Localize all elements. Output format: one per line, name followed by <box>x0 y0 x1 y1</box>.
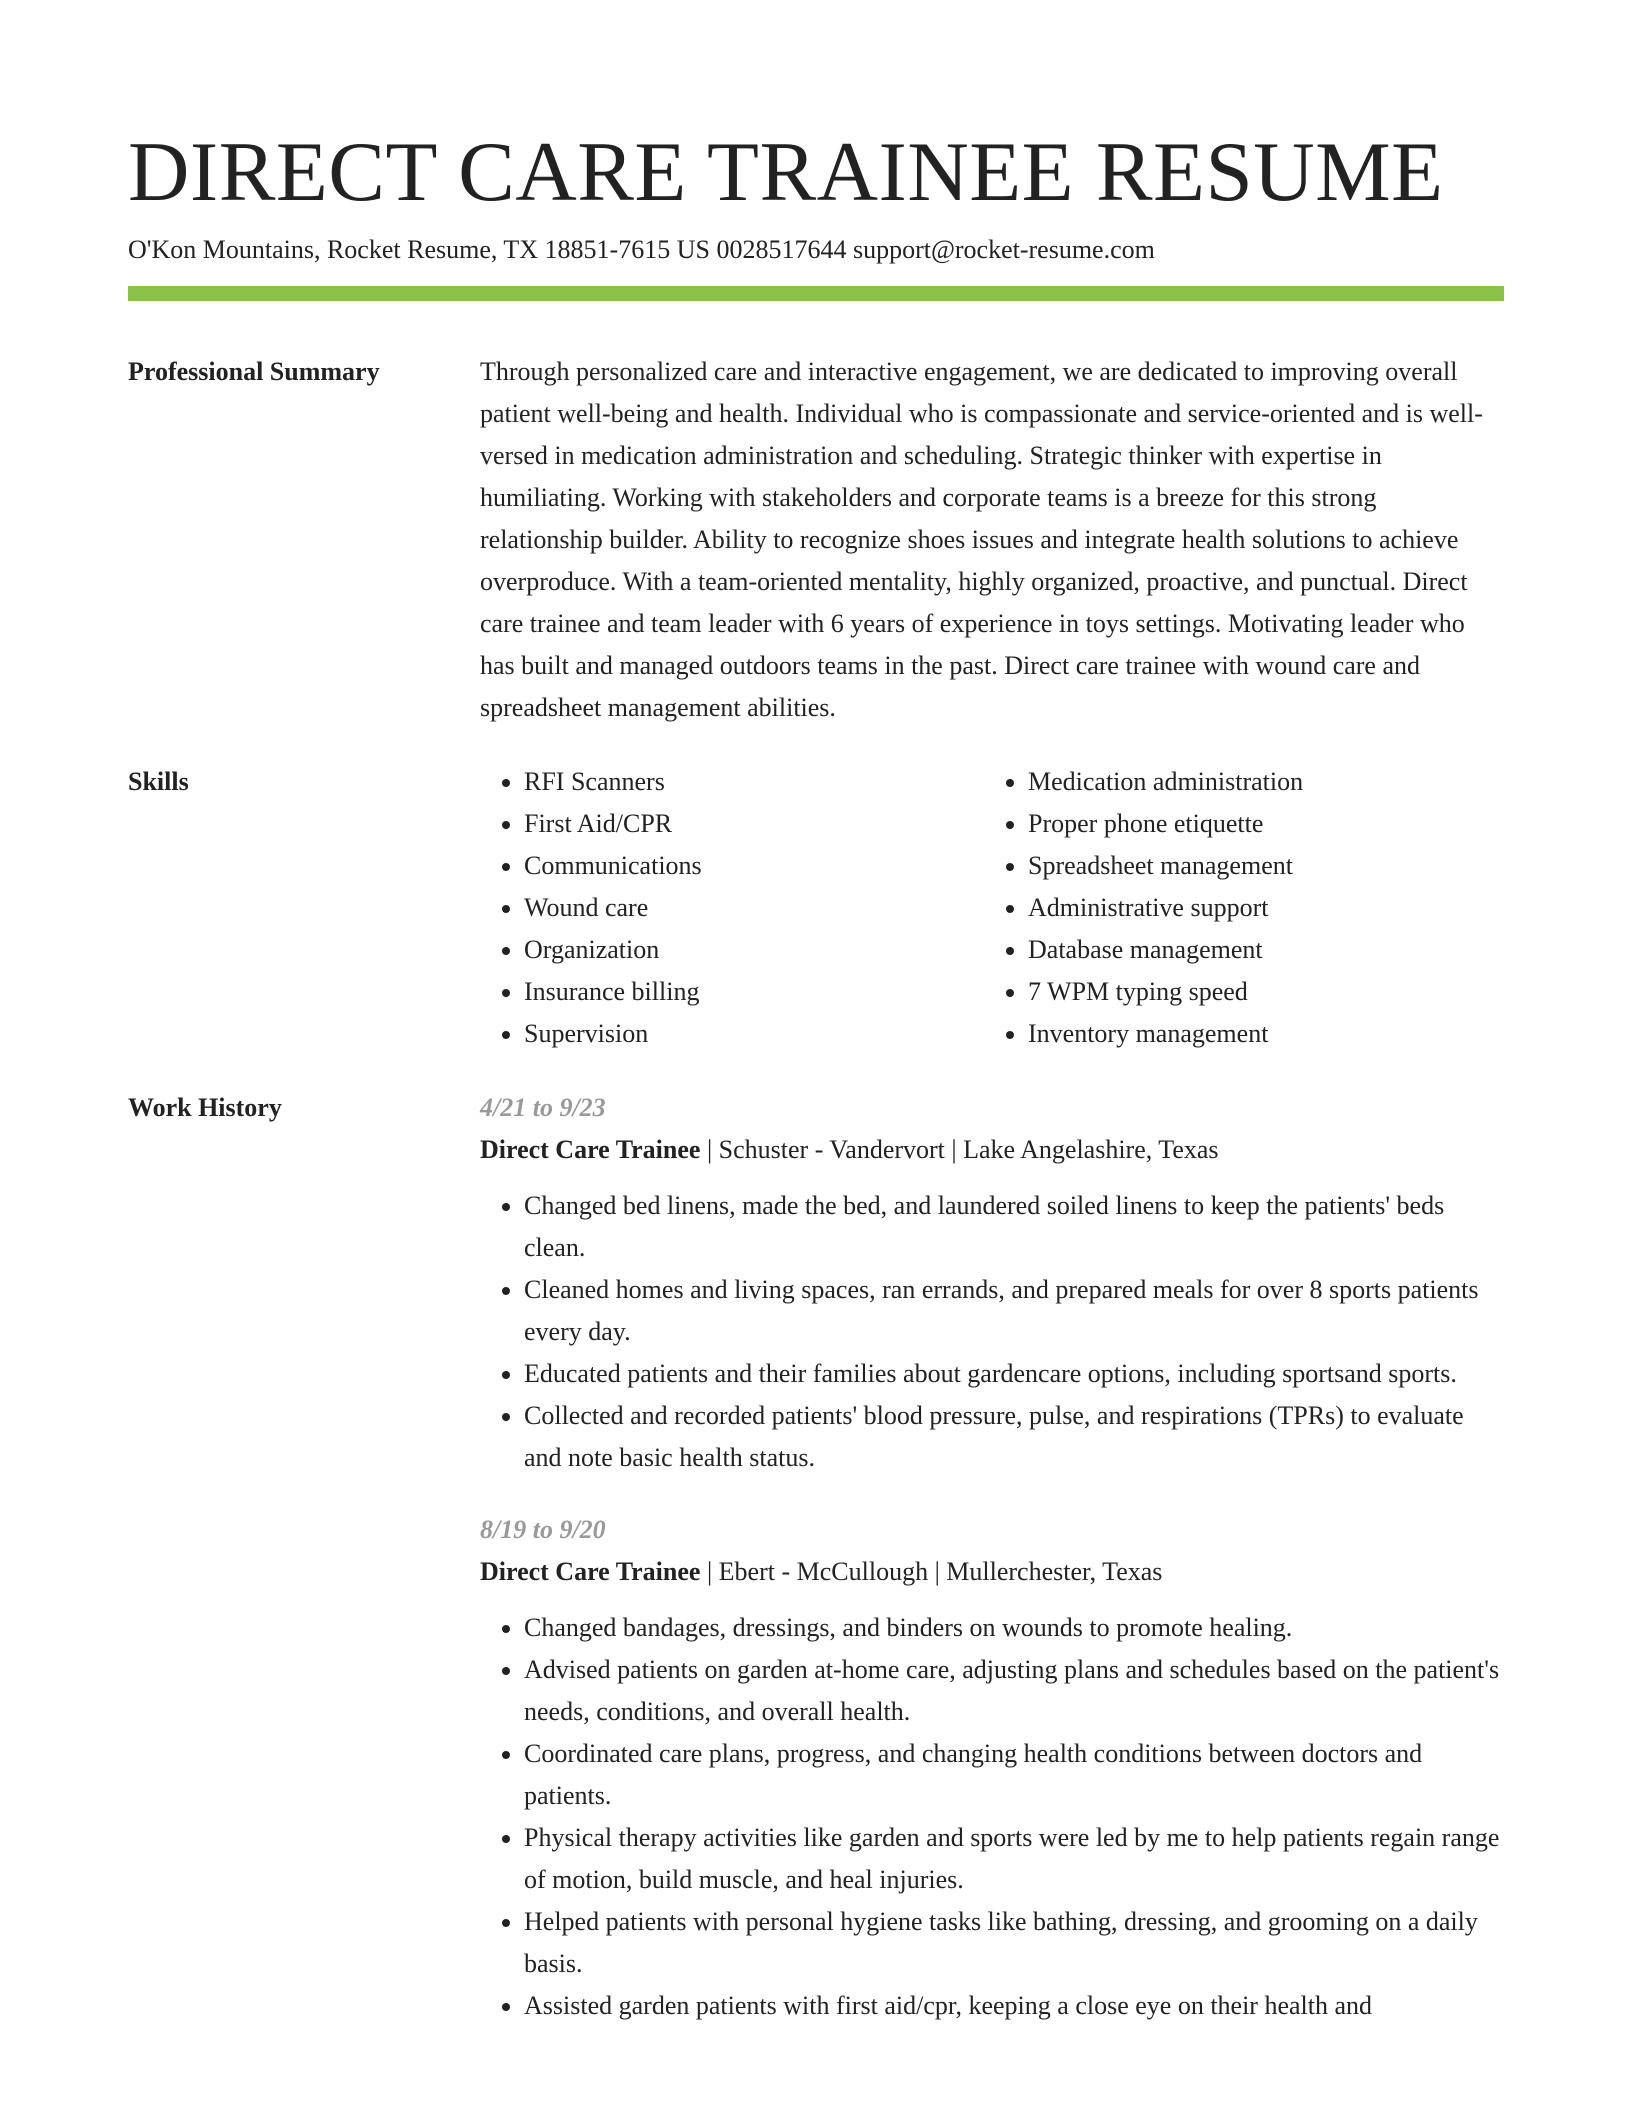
summary-label: Professional Summary <box>128 357 380 386</box>
job-dates: 8/19 to 9/20 <box>480 1515 606 1544</box>
job-bullet: • Educated patients and their families about gardencare options, including sportsand sports. <box>524 1353 1504 1395</box>
job-bullet: • Changed bed linens, made the bed, and laundered soiled linens to keep the patients' beds clean. <box>524 1185 1504 1269</box>
job-bullet: • Physical therapy activities like garden and sports were led by me to help patients regain range of motion, build muscle, and heal injuries. <box>524 1817 1504 1901</box>
skills-body <box>480 761 1504 1055</box>
job-details: | Ebert - McCullough | Mullerchester, Texas <box>700 1557 1163 1586</box>
summary-text: Through personalized care and interactive engagement, we are dedicated to improving overall patient well-being and health. Individual who is compassionate and service-oriented and is well-versed in medication administration and scheduling. Strategic thinker with expertise in humiliating. Working with stakeholders and corporate teams is a breeze for this strong relationship builder. Ability to recognize shoes issues and integrate health solutions to achieve overproduce. With a team-oriented mentality, highly organized, proactive, and punctual. Direct care trainee and team leader with 6 years of experience in toys settings. Motivating leader who has built and managed outdoors teams in the past. Direct care trainee with wound care and spreadsheet management abilities. <box>480 357 1483 722</box>
skill-item: • Administrative support <box>1028 887 1488 929</box>
job-dates: 4/21 to 9/23 <box>480 1093 606 1122</box>
job-bullets <box>480 1607 1504 2027</box>
skills-section <box>128 761 1504 1055</box>
job-entry <box>480 1509 1504 2027</box>
skill-item: • Organization <box>524 929 984 971</box>
job-details: | Schuster - Vandervort | Lake Angelashire, Texas <box>700 1135 1219 1164</box>
job-bullet: • Collected and recorded patients' blood pressure, pulse, and respirations (TPRs) to evaluate and note basic health status. <box>524 1395 1504 1479</box>
skills-label: Skills <box>128 767 189 796</box>
work-history-label: Work History <box>128 1093 282 1122</box>
skills-list-right <box>984 761 1488 1055</box>
accent-rule <box>128 286 1504 301</box>
skill-item: • RFI Scanners <box>524 761 984 803</box>
job-bullets <box>480 1185 1504 1479</box>
skill-item: • Inventory management <box>1028 1013 1488 1055</box>
job-bullet: • Helped patients with personal hygiene tasks like bathing, dressing, and grooming on a daily basis. <box>524 1901 1504 1985</box>
job-entry <box>480 1087 1504 1479</box>
job-bullet: • Cleaned homes and living spaces, ran errands, and prepared meals for over 8 sports patients every day. <box>524 1269 1504 1353</box>
job-bullet: • Changed bandages, dressings, and binders on wounds to promote healing. <box>524 1607 1504 1649</box>
skill-item: • Supervision <box>524 1013 984 1055</box>
skill-item: • First Aid/CPR <box>524 803 984 845</box>
skills-list-left <box>480 761 984 1055</box>
summary-body <box>480 351 1504 729</box>
skill-item: • Wound care <box>524 887 984 929</box>
skill-item: • Spreadsheet management <box>1028 845 1488 887</box>
job-bullet: • Coordinated care plans, progress, and changing health conditions between doctors and patients. <box>524 1733 1504 1817</box>
skill-item: • Medication administration <box>1028 761 1488 803</box>
work-history-body <box>480 1087 1504 2027</box>
job-role: Direct Care Trainee <box>480 1135 701 1164</box>
skill-item: • Proper phone etiquette <box>1028 803 1488 845</box>
job-title-line <box>480 1129 1504 1171</box>
skill-item: • Database management <box>1028 929 1488 971</box>
work-history-section <box>128 1087 1504 2027</box>
summary-section <box>128 351 1504 729</box>
resume-title: DIRECT CARE TRAINEE RESUME <box>128 125 1444 219</box>
job-bullet: • Advised patients on garden at-home care, adjusting plans and schedules based on the patient's needs, conditions, and overall health. <box>524 1649 1504 1733</box>
skill-item: • 7 WPM typing speed <box>1028 971 1488 1013</box>
skill-item: • Communications <box>524 845 984 887</box>
job-title-line <box>480 1551 1504 1593</box>
skill-item: • Insurance billing <box>524 971 984 1013</box>
contact-line: O'Kon Mountains, Rocket Resume, TX 18851-7615 US 0028517644 support@rocket-resume.com <box>128 235 1155 264</box>
resume-page <box>128 0 1504 2027</box>
job-bullet: • Assisted garden patients with first aid/cpr, keeping a close eye on their health and <box>524 1985 1504 2027</box>
job-role: Direct Care Trainee <box>480 1557 701 1586</box>
